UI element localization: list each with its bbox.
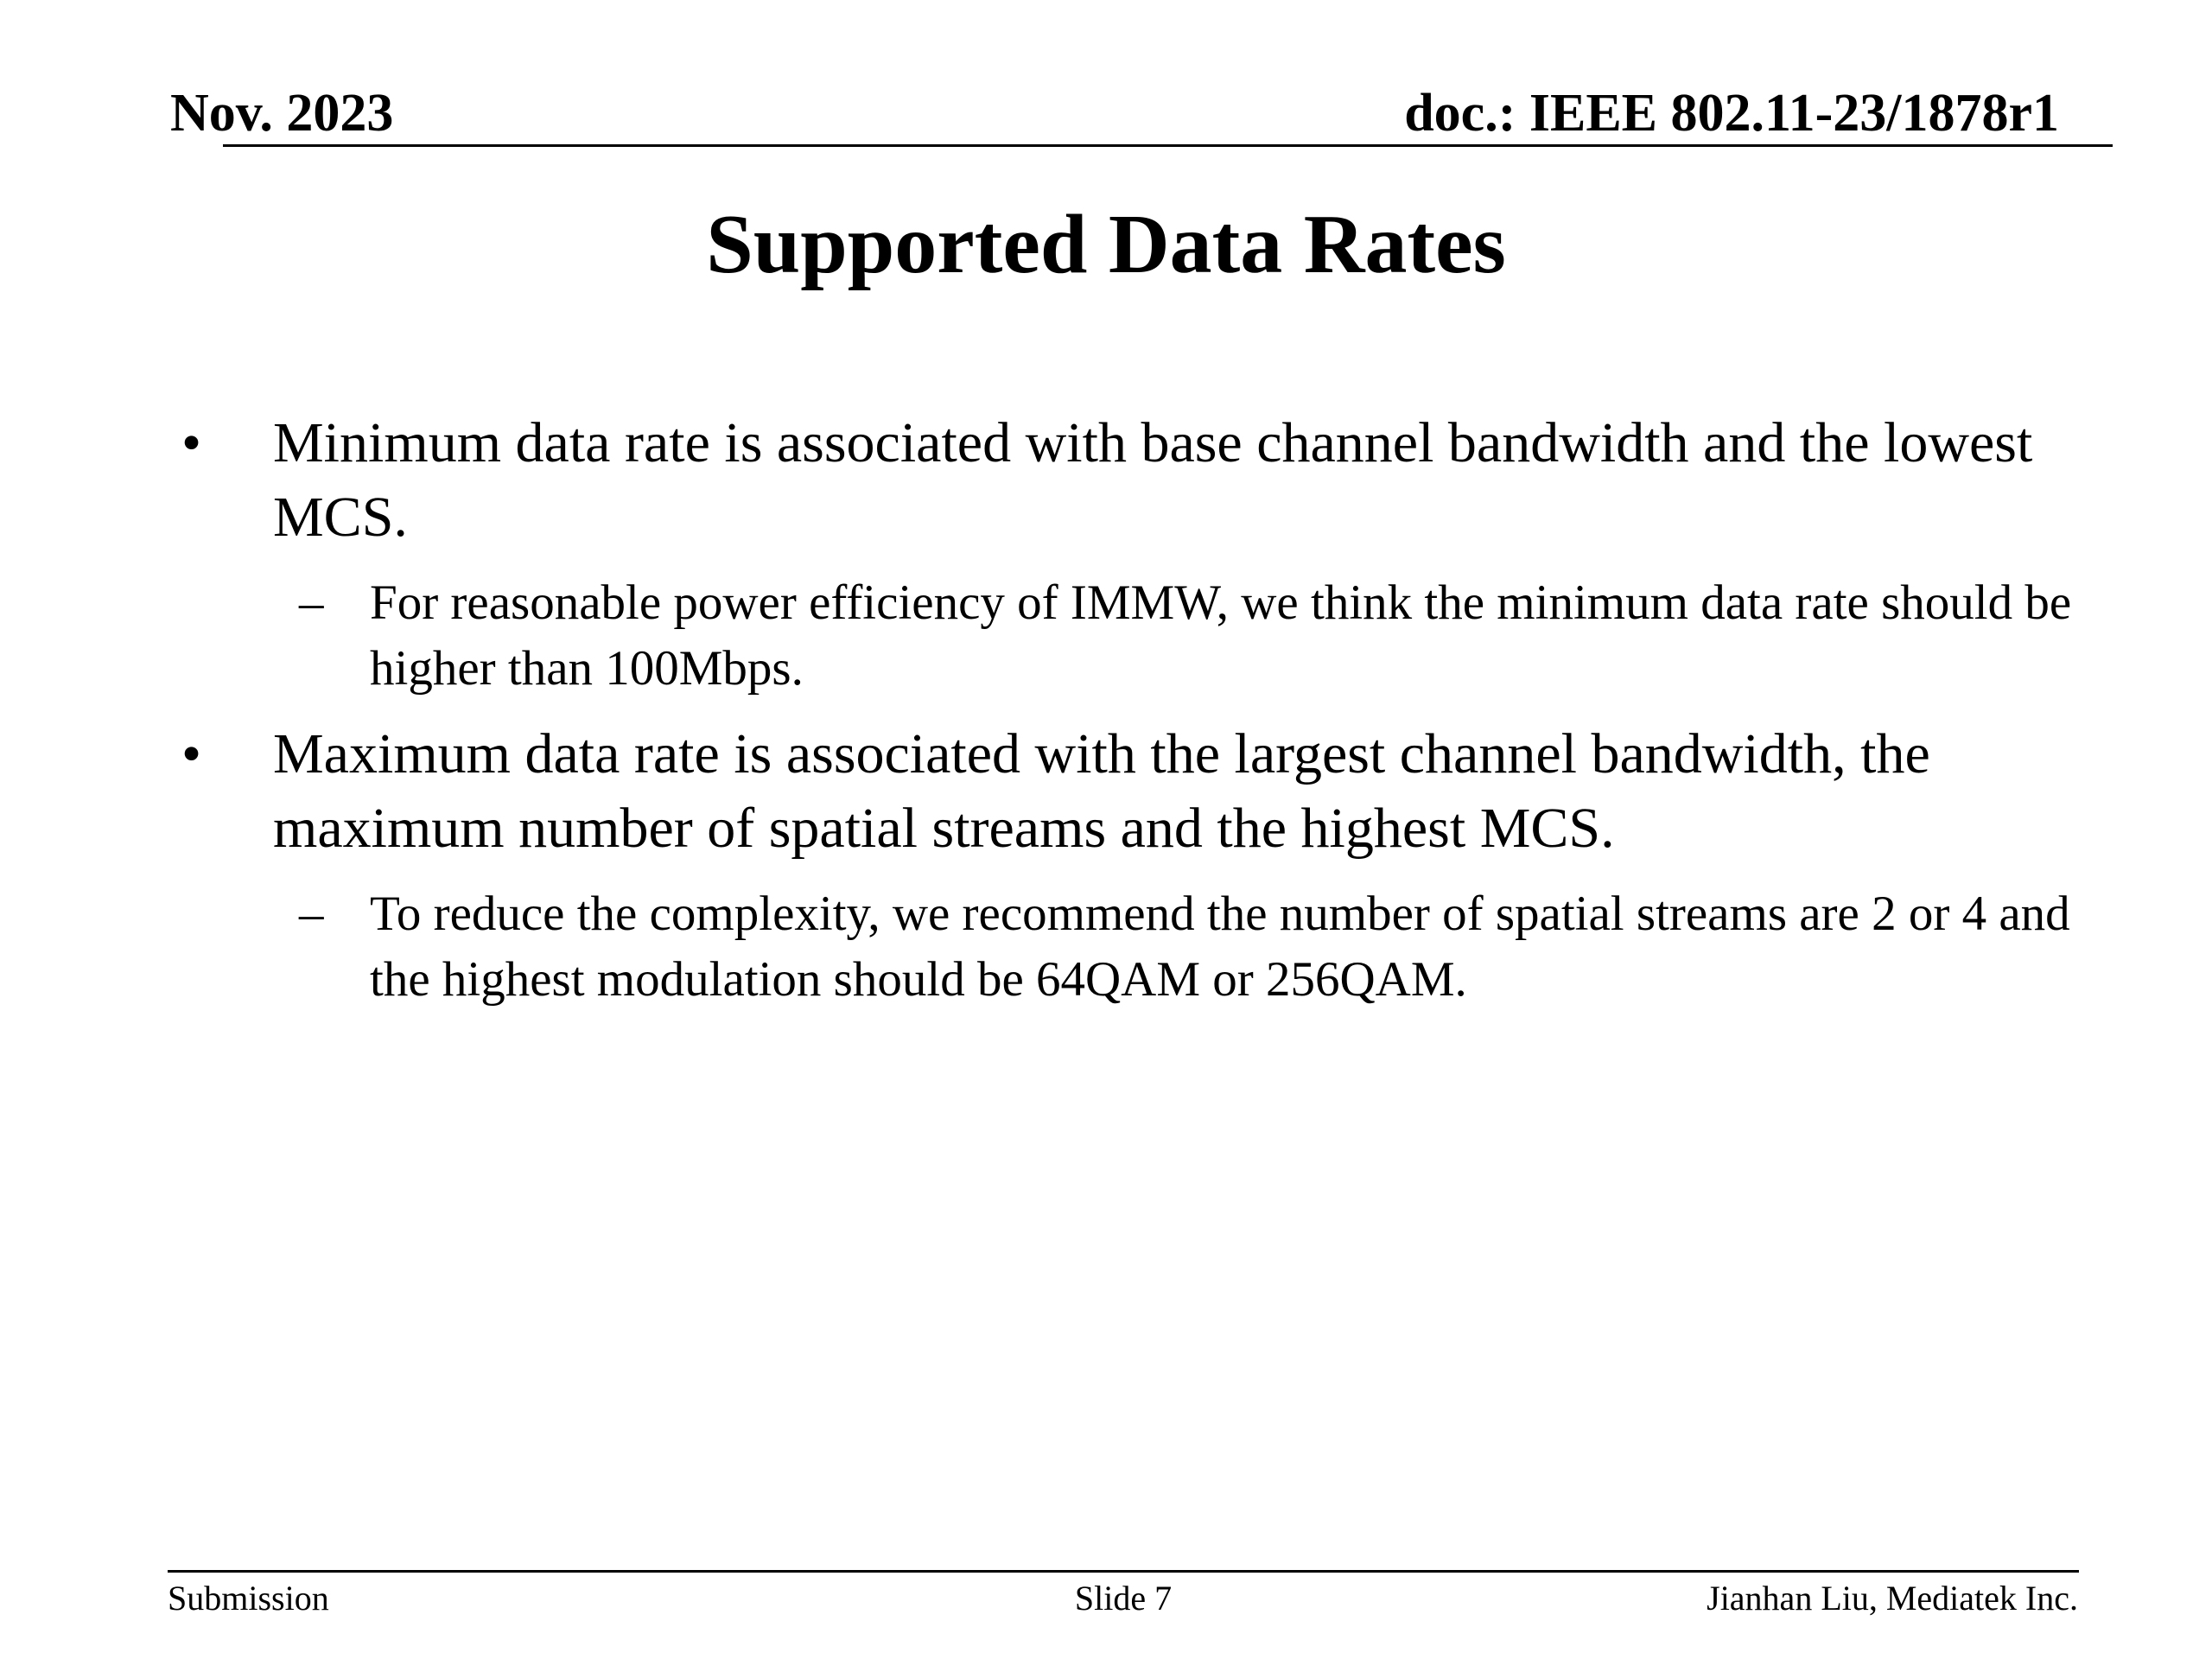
bullet-text: Maximum data rate is associated with the largest channel bandwidth, the maximum number of spatial streams and the highest MCS.: [273, 722, 1930, 860]
sub-bullet-text: To reduce the complexity, we recommend the number of spatial streams are 2 or 4 and the highest modulation should be 64QAM or 256QAM.: [370, 887, 2070, 1007]
footer-author: Jianhan Liu, Mediatek Inc.: [1707, 1579, 2078, 1618]
sub-bullet-marker: –: [299, 887, 324, 941]
bullet-text: Minimum data rate is associated with base channel bandwidth and the lowest MCS.: [273, 411, 2033, 549]
header-document-id: doc.: IEEE 802.11-23/1878r1: [1404, 84, 2059, 143]
footer-submission: Submission: [168, 1579, 329, 1618]
footer-divider: [168, 1570, 2079, 1573]
bullet-marker: •: [181, 411, 202, 474]
sub-bullet-marker: –: [299, 575, 324, 630]
header-date: Nov. 2023: [170, 84, 394, 143]
header-divider: [223, 144, 2113, 147]
bullet-marker: •: [181, 722, 202, 785]
footer-slide-number: Slide 7: [1074, 1579, 1173, 1618]
sub-bullet-text: For reasonable power efficiency of IMMW, we think the minimum data rate should be higher than 100Mbps.: [370, 575, 2072, 696]
slide-title: Supported Data Rates: [706, 198, 1506, 291]
